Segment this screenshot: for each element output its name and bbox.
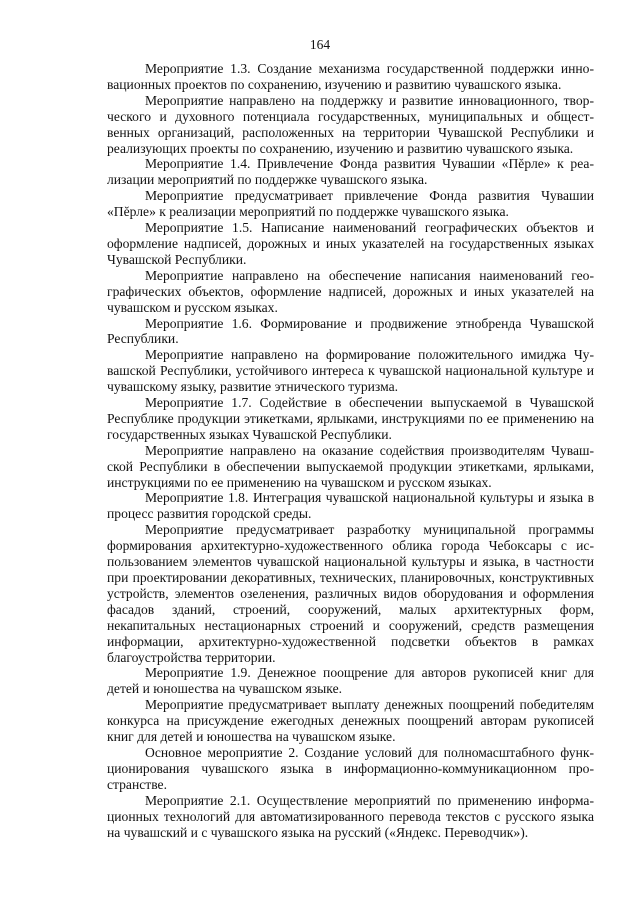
paragraph-measure-1-3-description: Мероприятие направлено на поддержку и развитие инновационного, творческого и духовного потенциала государственных, муниципальных и общественных организаций, расположенных на территории Чувашской Республики и реализующих проекты по сохранению, изучению и развитию чувашского языка. — [107, 92, 594, 156]
paragraph-measure-1-4: Мероприятие 1.4. Привлечение Фонда развития Чувашии «Пĕрле» к реализации мероприятий по поддержке чувашского языка. — [107, 156, 594, 188]
paragraph-measure-1-5: Мероприятие 1.5. Написание наименований географических объектов и оформление надписей, дорожных и иных указателей на государственных языках Чувашской Республики. — [107, 220, 594, 267]
page-body — [107, 61, 594, 840]
paragraph-measure-1-8: Мероприятие 1.8. Интеграция чувашской национальной культуры и языка в процесс развития городской среды. — [107, 490, 594, 522]
paragraph-measure-1-6: Мероприятие 1.6. Формирование и продвижение этнобренда Чувашской Республики. — [107, 315, 594, 347]
page-number: 164 — [309, 37, 331, 52]
paragraph-measure-1-7: Мероприятие 1.7. Содействие в обеспечении выпускаемой в Чувашской Республике продукции этикетками, ярлыками, инструкциями по ее применению на государственных языках Чувашской Республики. — [107, 395, 594, 442]
paragraph-measure-2-1: Мероприятие 2.1. Осуществление мероприятий по применению информационных технологий для автоматизированного перевода текстов с русского языка на чувашский и с чувашского языка на русский («Яндекс. Переводчик»). — [107, 792, 594, 840]
paragraph-measure-1-6-description: Мероприятие направлено на формирование положительного имиджа Чувашской Республики, устойчивого интереса к чувашской национальной культуре и чувашскому языку, развитие этнического туризма. — [107, 347, 594, 395]
paragraph-measure-1-3: Мероприятие 1.3. Создание механизма государственной поддержки инновационных проектов по сохранению, изучению и развитию чувашского языка. — [107, 61, 594, 92]
paragraph-measure-1-8-description: Мероприятие предусматривает разработку муниципальной программы формирования архитектурно-художественного облика города Чебоксары с использованием элементов чувашской национальной культуры и языка, в частности при проектировании декоративных, технических, планировочных, конструктивных устройств, элементов озеленения, различных видов оборудования и оформления фасадов зданий, строений, сооружений, малых архитектурных форм, некапитальных нестационарных строений и сооружений, средств размещения информации, архитектурно-художественной подсветки объектов в рамках благоустройства территории. — [107, 522, 594, 665]
paragraph-measure-1-4-description: Мероприятие предусматривает привлечение Фонда развития Чувашии «Пĕрле» к реализации мероприятий по поддержке чувашского языка. — [107, 188, 594, 220]
paragraph-measure-1-5-description: Мероприятие направлено на обеспечение написания наименований географических объектов, оформление надписей, дорожных и иных указателей на чувашском и русском языках. — [107, 267, 594, 315]
paragraph-main-measure-2: Основное мероприятие 2. Создание условий для полномасштабного функционирования чувашского языка в информационно-коммуникационном пространстве. — [107, 744, 594, 792]
paragraph-measure-1-7-description: Мероприятие направлено на оказание содействия производителям Чувашской Республики в обеспечении выпускаемой продукции этикетками, ярлыками, инструкциями по ее применению на чувашском и русском языках. — [107, 442, 594, 490]
paragraph-measure-1-9-description: Мероприятие предусматривает выплату денежных поощрений победителям конкурса на присуждение ежегодных денежных поощрений авторам рукописей книг для детей и юношества на чувашском языке. — [107, 697, 594, 745]
paragraph-measure-1-9: Мероприятие 1.9. Денежное поощрение для авторов рукописей книг для детей и юношества на чувашском языке. — [107, 665, 594, 697]
